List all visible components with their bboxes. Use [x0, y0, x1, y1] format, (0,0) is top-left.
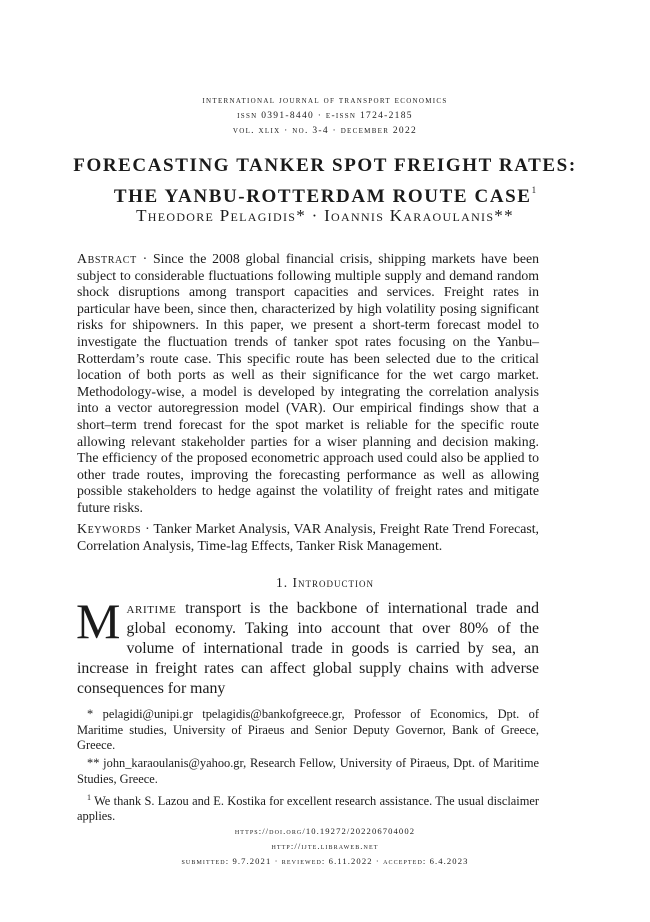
title-line-1: FORECASTING TANKER SPOT FREIGHT RATES: [73, 155, 577, 176]
doi-block [0, 824, 650, 869]
submission-dates: submitted: 9.7.2021 · reviewed: 6.11.2022 · accepted: 6.4.2023 [181, 856, 469, 866]
abstract [77, 251, 539, 517]
intro-first-word: aritime [126, 600, 177, 617]
introduction-paragraph [76, 593, 539, 699]
title-footnote-mark: 1 [531, 185, 537, 195]
footnote-acknowledgement-mark: 1 [87, 792, 91, 802]
footnote-author-1: * pelagidi@unipi.gr tpelagidis@bankofgreece.gr, Professor of Economics, Dpt. of Maritime studies, University of Piraeus and Senior Deputy Governor, Bank of Greece, Greece. [77, 707, 539, 753]
keywords [77, 520, 539, 554]
title-line-2 [40, 178, 610, 209]
journal-name: international journal of transport economics [202, 96, 448, 106]
doi-link[interactable]: https://doi.org/10.19272/202206704002 [234, 826, 416, 836]
footnotes [77, 707, 539, 825]
drop-cap: M [76, 593, 121, 649]
intro-text: transport is the backbone of international trade and global economy. Taking into account that over 80% of the volume of international trade in goods is carried by sea, an increase in freight rates can affect global supply chains with adverse consequences for many [77, 600, 539, 697]
title-line-2-text: THE YANBU-ROTTERDAM ROUTE CASE [113, 186, 532, 207]
paper-title [40, 153, 610, 209]
abstract-text: Since the 2008 global financial crisis, shipping markets have been subject to considerable fluctuations following multiple supply and demand random shock disruptions among transport capacities and services. Freight rates in particular have been, since then, characterized by high volatility posing significant risks for shipowners. In this paper, we present a short-term forecast model to investigate the fluctuation trends of tanker spot rates focusing on the Yanbu–Rotterdam’s route case. This specific route has been selected due to the critical location of both ports as well as their significance for the wet cargo market. Methodology-wise, a model is developed by integrating the correlation analysis into a vector autoregression model (VAR). Our empirical findings show that a short–term trend forecast for the spot market is reliable for the specific route allowing relevant stakeholder parties for a wiser planning and decision making. The efficiency of the proposed econometric approach used could also be applied to other trade routes, improving the forecasting performance as well as allowing possible stakeholders to hedge against the volatility of freight rates and mitigate future risks. [77, 251, 539, 515]
journal-header [0, 94, 650, 139]
keywords-text: Tanker Market Analysis, VAR Analysis, Freight Rate Trend Forecast, Correlation Analysis, Time-lag Effects, Tanker Risk Management. [77, 521, 539, 553]
footnote-author-2: ** john_karaoulanis@yahoo.gr, Research Fellow, University of Piraeus, Dpt. of Maritime Studies, Greece. [77, 756, 539, 786]
footnote-acknowledgement [77, 790, 539, 826]
keywords-label: Keywords [77, 521, 142, 536]
section-heading-introduction: 1. Introduction [276, 575, 374, 590]
journal-volume: vol. xlix · no. 3-4 · december 2022 [232, 126, 418, 136]
journal-issn: issn 0391-8440 · e-issn 1724-2185 [237, 111, 413, 121]
footnote-acknowledgement-text: We thank S. Lazou and E. Kostika for excellent research assistance. The usual disclaimer applies. [77, 793, 539, 824]
journal-website-link[interactable]: http://ijte.libraweb.net [271, 841, 379, 851]
abstract-label: Abstract [77, 251, 137, 266]
author-list: Theodore Pelagidis* · Ioannis Karaoulanis** [136, 206, 514, 225]
abstract-separator: · [136, 251, 153, 266]
keywords-separator: · [141, 521, 154, 536]
